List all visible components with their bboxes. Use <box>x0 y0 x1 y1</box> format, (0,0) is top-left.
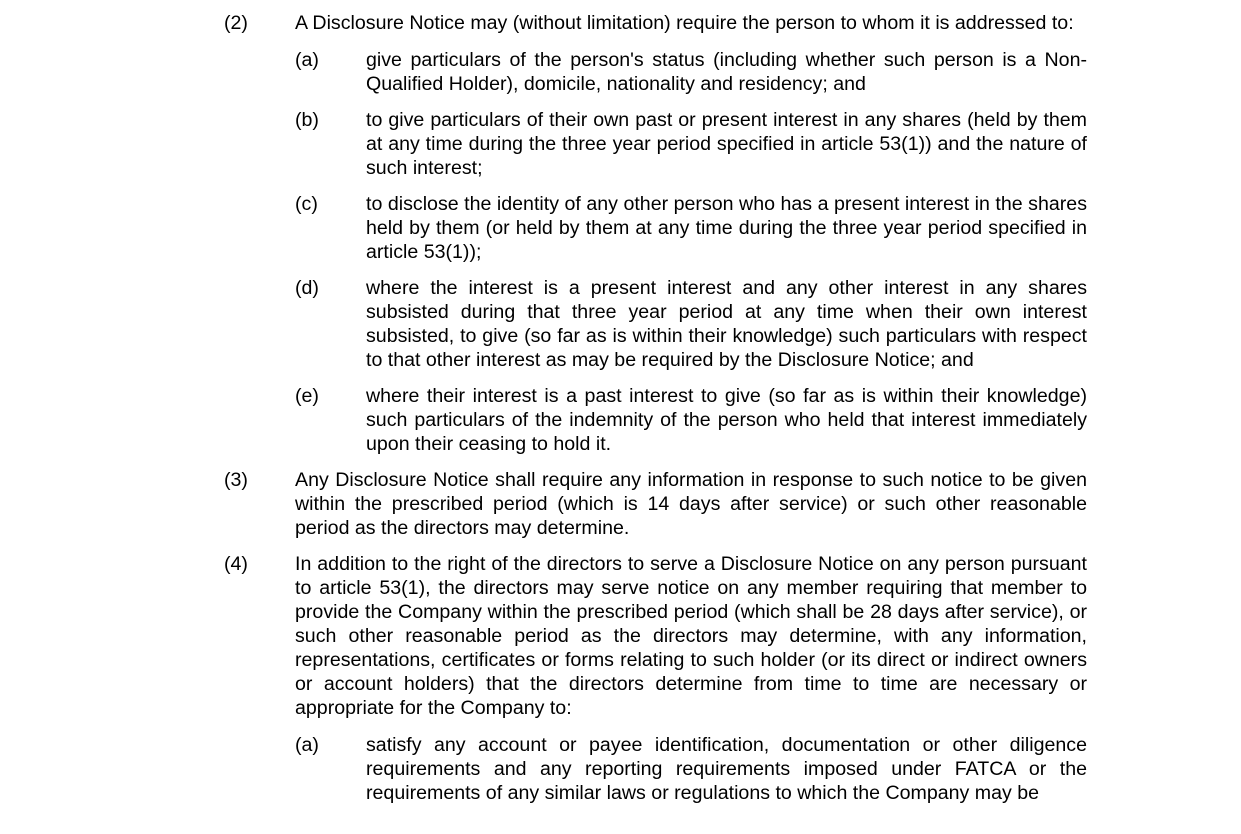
paragraph-4 <box>224 552 1087 805</box>
subparagraph-number: (c) <box>295 193 318 215</box>
subparagraph-2c <box>295 192 1087 264</box>
paragraph-text: A Disclosure Notice may (without limitation) require the person to whom it is addressed to: <box>295 12 1074 34</box>
subparagraph-text: give particulars of the person's status (including whether such person is a Non-Qualified Holder), domicile, nationality and residency; and <box>366 49 1087 95</box>
paragraph-2 <box>224 11 1087 456</box>
subparagraph-2e <box>295 384 1087 456</box>
document-body <box>224 11 1087 817</box>
subparagraph-2d <box>295 276 1087 372</box>
paragraph-text: In addition to the right of the directors to serve a Disclosure Notice on any person pursuant to article 53(1), the directors may serve notice on any member requiring that member to provide the Company within the prescribed period (which shall be 28 days after service), or such other reasonable period as the directors may determine, with any information, representations, certificates or forms relating to such holder (or its direct or indirect owners or account holders) that the directors determine from time to time are necessary or appropriate for the Company to: <box>295 553 1087 719</box>
subparagraph-2a <box>295 48 1087 96</box>
paragraph-number: (3) <box>224 469 248 491</box>
subparagraph-number: (e) <box>295 385 319 407</box>
subparagraph-number: (a) <box>295 49 319 71</box>
subparagraph-list <box>295 733 1087 805</box>
subparagraph-text: to disclose the identity of any other person who has a present interest in the shares held by them (or held by them at any time during the three year period specified in article 53(1)); <box>366 193 1087 263</box>
subparagraph-text: where the interest is a present interest and any other interest in any shares subsisted during that three year period at any time when their own interest subsisted, to give (so far as is within their knowledge) such particulars with respect to that other interest as may be required by the Disclosure Notice; and <box>366 277 1087 371</box>
paragraph-number: (2) <box>224 12 248 34</box>
subparagraph-text: satisfy any account or payee identification, documentation or other diligence requirements and any reporting requirements imposed under FATCA or the requirements of any similar laws or regulations to which the Company may be <box>366 734 1087 804</box>
subparagraph-text: where their interest is a past interest to give (so far as is within their knowledge) such particulars of the indemnity of the person who held that interest immediately upon their ceasing to hold it. <box>366 385 1087 455</box>
subparagraph-number: (d) <box>295 277 319 299</box>
subparagraph-list <box>295 48 1087 456</box>
subparagraph-number: (b) <box>295 109 319 131</box>
subparagraph-number: (a) <box>295 734 319 756</box>
subparagraph-text: to give particulars of their own past or present interest in any shares (held by them at any time during the three year period specified in article 53(1)) and the nature of such interest; <box>366 109 1087 179</box>
paragraph-text: Any Disclosure Notice shall require any information in response to such notice to be given within the prescribed period (which is 14 days after service) or such other reasonable period as the directors may determine. <box>295 469 1087 539</box>
paragraph-3 <box>224 468 1087 540</box>
paragraph-number: (4) <box>224 553 248 575</box>
subparagraph-4a <box>295 733 1087 805</box>
subparagraph-2b <box>295 108 1087 180</box>
